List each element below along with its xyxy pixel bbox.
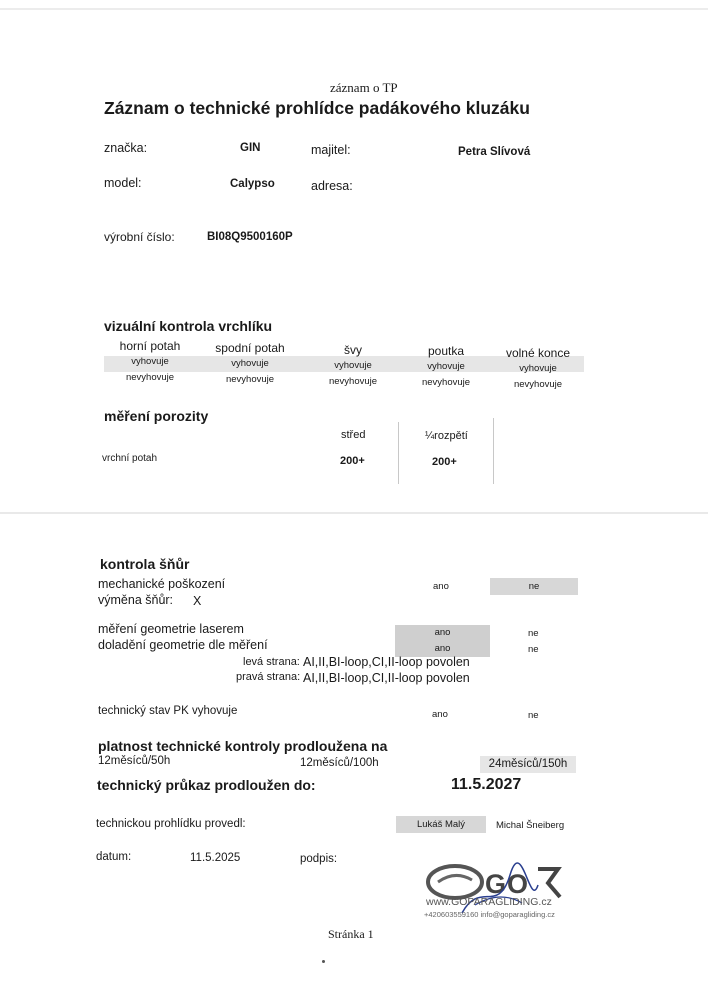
- visual-col-no: nevyhovuje: [421, 377, 471, 388]
- visual-col-yes: vyhovuje: [519, 363, 557, 374]
- tech-state-yes: ano: [432, 709, 448, 720]
- tech-state-no: ne: [528, 710, 539, 721]
- page-title: Záznam o technické prohlídce padákového kluzáku: [104, 98, 530, 118]
- porosity-section-title: měření porozity: [104, 408, 209, 424]
- svg-text:GO: GO: [485, 869, 530, 899]
- extension-label: technický průkaz prodloužen do:: [97, 777, 316, 793]
- address-label: adresa:: [311, 179, 353, 193]
- damage-label: mechanické poškození: [98, 577, 226, 591]
- brand-value: GIN: [240, 142, 261, 154]
- visual-col-no: nevyhovuje: [225, 374, 275, 385]
- visual-col-header: švy: [344, 343, 362, 357]
- visual-section-title: vizuální kontrola vrchlíku: [104, 318, 273, 334]
- scan-dot: [322, 960, 325, 963]
- visual-col-no: nevyhovuje: [513, 379, 563, 390]
- tune-no: ne: [528, 644, 539, 655]
- fold-line: [0, 512, 708, 514]
- serial-label: výrobní číslo:: [104, 230, 175, 244]
- left-side-label: levá strana:: [243, 656, 300, 668]
- visual-col-no: nevyhovuje: [328, 376, 378, 387]
- porosity-col-center: střed: [341, 429, 366, 441]
- visual-col-no: nevyhovuje: [125, 372, 175, 383]
- inspector-name-selected: Lukáš Malý: [396, 816, 486, 833]
- visual-col-header: spodní potah: [215, 341, 285, 355]
- stamp-contact: +420603559160 info@goparagliding.cz: [424, 910, 555, 919]
- owner-label: majitel:: [311, 143, 351, 157]
- porosity-value-quarter: 200+: [432, 456, 457, 468]
- scan-edge-line: [0, 8, 708, 10]
- porosity-value-center: 200+: [340, 455, 365, 467]
- validity-title: platnost technické kontroly prodloužena na: [98, 738, 388, 754]
- damage-no-selected: ne: [490, 578, 578, 595]
- right-side-value: AI,II,BI-loop,CI,II-loop povolen: [303, 671, 470, 685]
- model-label: model:: [104, 176, 142, 190]
- visual-col-yes: vyhovuje: [427, 361, 465, 372]
- laser-label: měření geometrie laserem: [98, 622, 244, 636]
- replace-label: výměna šňůr:: [98, 593, 174, 607]
- laser-yes-selected: ano: [395, 625, 490, 641]
- laser-no: ne: [528, 628, 539, 639]
- brand-label: značka:: [104, 141, 148, 155]
- owner-value: Petra Slívová: [458, 146, 531, 158]
- tune-yes-selected: ano: [395, 641, 490, 657]
- visual-col-yes: vyhovuje: [131, 356, 169, 367]
- left-side-value: AI,II,BI-loop,CI,II-loop povolen: [303, 655, 470, 669]
- visual-col-header: horní potah: [119, 339, 181, 353]
- serial-value: BI08Q9500160P: [207, 231, 293, 243]
- page-number: Stránka 1: [328, 927, 374, 941]
- tune-label: doladění geometrie dle měření: [98, 638, 268, 652]
- lines-section-title: kontrola šňůr: [100, 556, 190, 572]
- damage-yes: ano: [433, 581, 449, 592]
- inspector-label: technickou prohlídku provedl:: [96, 818, 246, 830]
- visual-col-header: volné konce: [505, 346, 571, 360]
- small-title: záznam o TP: [330, 80, 398, 95]
- visual-col-yes: vyhovuje: [334, 360, 372, 371]
- porosity-divider: [493, 418, 494, 484]
- porosity-row-label: vrchní potah: [102, 453, 158, 464]
- porosity-divider: [398, 422, 399, 484]
- visual-col-yes: vyhovuje: [231, 358, 269, 369]
- right-side-label: pravá strana:: [236, 671, 301, 683]
- porosity-col-quarter: ¼rozpětí: [425, 430, 468, 442]
- date-label: datum:: [96, 851, 132, 863]
- tech-state-label: technický stav PK vyhovuje: [98, 705, 238, 717]
- validity-option-3-selected: 24měsíců/150h: [480, 756, 576, 773]
- validity-option-2: 12měsíců/100h: [300, 757, 379, 769]
- inspector-name-2: Michal Šneiberg: [496, 820, 565, 831]
- model-value: Calypso: [230, 178, 275, 190]
- date-value: 11.5.2025: [190, 852, 241, 864]
- stamp-url: www.GOPARAGLIDING.cz: [426, 896, 552, 908]
- signature-label: podpis:: [300, 853, 338, 865]
- replace-value: X: [193, 594, 202, 608]
- extension-date: 11.5.2027: [451, 776, 522, 793]
- visual-col-header: poutka: [427, 344, 465, 358]
- validity-option-1: 12měsíců/50h: [98, 755, 171, 767]
